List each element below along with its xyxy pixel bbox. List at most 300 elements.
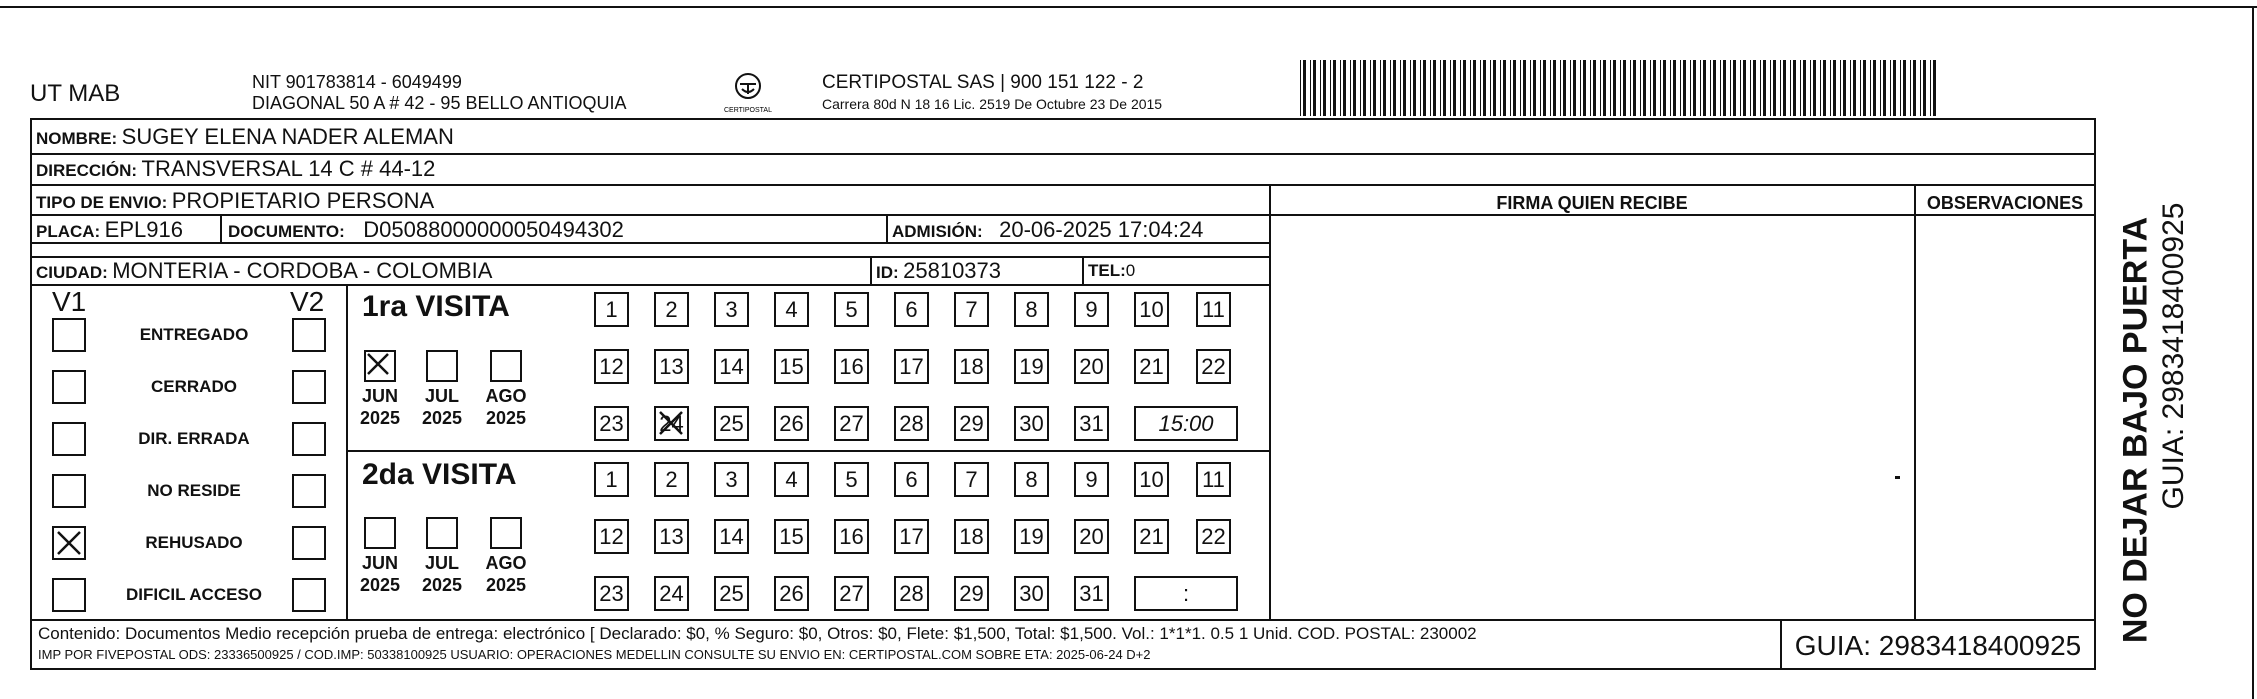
month-name: AGO	[485, 386, 527, 406]
barcode-bar	[1843, 60, 1846, 116]
certipostal-logo	[718, 70, 778, 116]
barcode-bar	[1700, 60, 1701, 116]
barcode-bar	[1910, 60, 1911, 116]
day-box[interactable]	[1014, 406, 1049, 441]
day-box[interactable]	[954, 349, 989, 384]
barcode-bar	[1730, 60, 1731, 116]
ciudad-value: MONTERIA - CORDOBA - COLOMBIA	[112, 258, 493, 283]
sender-code: UT MAB	[30, 80, 121, 107]
day-number: 28	[899, 410, 924, 436]
month-checkbox[interactable]	[364, 350, 396, 382]
day-box[interactable]	[894, 462, 929, 497]
barcode-bar	[1870, 60, 1871, 116]
day-box[interactable]	[1074, 519, 1109, 554]
day-box[interactable]	[894, 576, 929, 611]
barcode-bar	[1850, 60, 1851, 116]
day-box[interactable]	[1014, 462, 1049, 497]
barcode-bar	[1463, 60, 1466, 116]
day-box[interactable]	[594, 292, 629, 327]
barcode-bar	[1400, 60, 1401, 116]
day-box[interactable]	[654, 292, 689, 327]
day-box[interactable]	[954, 406, 989, 441]
day-box[interactable]	[834, 406, 869, 441]
barcode-bar	[1653, 60, 1656, 116]
placa-label: PLACA:	[36, 222, 101, 241]
barcode-bar	[1370, 60, 1371, 116]
day-box[interactable]	[834, 349, 869, 384]
barcode-bar	[1580, 60, 1581, 116]
day-box[interactable]	[1014, 349, 1049, 384]
day-box[interactable]	[894, 349, 929, 384]
month-year: 2025	[421, 575, 463, 595]
barcode-bar	[1313, 60, 1316, 116]
barcode-bar	[1720, 60, 1721, 116]
barcode-bar	[1590, 60, 1591, 116]
day-box[interactable]	[894, 519, 929, 554]
barcode-bar	[1410, 60, 1411, 116]
day-box[interactable]	[894, 292, 929, 327]
barcode-bar	[1660, 60, 1661, 116]
v2-checkbox[interactable]	[292, 578, 326, 612]
barcode-bar	[1703, 60, 1706, 116]
day-number: 4	[785, 466, 798, 492]
barcode-bar	[1650, 60, 1651, 116]
day-number: 19	[1019, 523, 1044, 549]
day-box[interactable]	[1074, 406, 1109, 441]
barcode-bar	[1723, 60, 1726, 116]
day-box[interactable]	[1014, 519, 1049, 554]
day-number: 8	[1025, 466, 1038, 492]
barcode-bar	[1360, 60, 1361, 116]
day-number: 27	[839, 580, 864, 606]
barcode-bar	[1420, 60, 1421, 116]
direccion-value: TRANSVERSAL 14 C # 44-12	[141, 156, 436, 181]
barcode-bar	[1343, 60, 1346, 116]
barcode-bar	[1923, 60, 1926, 116]
day-number: 26	[779, 410, 804, 436]
top-border	[0, 6, 2257, 8]
day-number: 14	[719, 353, 744, 379]
day-number: 24	[659, 580, 684, 606]
barcode-bar	[1793, 60, 1796, 116]
day-number: 25	[719, 580, 744, 606]
firma-quien-recibe-header: FIRMA QUIEN RECIBE	[1496, 193, 1688, 213]
admision-value: 20-06-2025 17:04:24	[999, 217, 1204, 242]
tipo-envio-label: TIPO DE ENVIO:	[36, 193, 168, 212]
day-box[interactable]	[1134, 519, 1169, 554]
day-box[interactable]	[774, 519, 809, 554]
day-box[interactable]	[1074, 576, 1109, 611]
barcode-bar	[1340, 60, 1341, 116]
table-frame-right	[2094, 118, 2096, 670]
status-label: NO RESIDE	[147, 481, 241, 500]
day-box[interactable]	[714, 576, 749, 611]
day-box[interactable]	[1074, 349, 1109, 384]
day-box[interactable]	[654, 576, 689, 611]
month-name: JUL	[424, 386, 459, 406]
day-box[interactable]	[894, 406, 929, 441]
day-number: 23	[599, 410, 624, 436]
barcode	[1300, 60, 1940, 116]
day-box[interactable]	[594, 349, 629, 384]
day-number: 13	[659, 523, 684, 549]
barcode-bar	[1930, 60, 1931, 116]
day-box[interactable]	[834, 462, 869, 497]
barcode-bar	[1453, 60, 1456, 116]
right-border	[2252, 6, 2254, 699]
month-year: 2025	[421, 408, 463, 428]
x-mark-icon	[658, 410, 684, 436]
barcode-bar	[1630, 60, 1631, 116]
barcode-bar	[1883, 60, 1886, 116]
barcode-bar	[1530, 60, 1531, 116]
day-number: 11	[1202, 296, 1225, 322]
company-license: Carrera 80d N 18 16 Lic. 2519 De Octubre 23 De 2015	[822, 96, 1163, 112]
barcode-bar	[1873, 60, 1876, 116]
day-box[interactable]	[774, 349, 809, 384]
day-box[interactable]	[1014, 576, 1049, 611]
table-frame-top	[30, 118, 2096, 120]
day-box[interactable]	[654, 406, 689, 441]
barcode-bar	[1303, 60, 1306, 116]
day-box[interactable]	[774, 292, 809, 327]
barcode-bar	[1613, 60, 1616, 116]
id-value: 25810373	[903, 258, 1002, 283]
day-box[interactable]	[1014, 292, 1049, 327]
barcode-bar	[1913, 60, 1916, 116]
day-number: 1	[605, 466, 618, 492]
barcode-bar	[1510, 60, 1511, 116]
signature-area[interactable]	[1272, 216, 1913, 618]
barcode-bar	[1483, 60, 1486, 116]
barcode-bar	[1623, 60, 1626, 116]
day-number: 21	[1139, 353, 1164, 379]
day-number: 16	[839, 523, 864, 549]
day-number: 12	[599, 523, 624, 549]
month-year: 2025	[485, 408, 527, 428]
side-warning: NO DEJAR BAJO PUERTA	[2116, 216, 2155, 644]
v1-label: V1	[52, 286, 87, 317]
barcode-bar	[1743, 60, 1746, 116]
month-checkbox[interactable]	[426, 517, 458, 549]
day-number: 5	[845, 296, 858, 322]
barcode-bar	[1353, 60, 1356, 116]
sender-address: DIAGONAL 50 A # 42 - 95 BELLO ANTIOQUIA	[252, 93, 627, 113]
sender-nit: NIT 901783814 - 6049499	[252, 72, 462, 92]
tipo-envio-value: PROPIETARIO PERSONA	[171, 188, 435, 213]
month-year: 2025	[359, 408, 401, 428]
day-number: 16	[839, 353, 864, 379]
barcode-bar	[1513, 60, 1516, 116]
day-number: 17	[899, 353, 924, 379]
day-number: 31	[1079, 410, 1104, 436]
visit-time-box[interactable]: :	[1134, 576, 1238, 611]
barcode-bar	[1563, 60, 1566, 116]
barcode-bar	[1800, 60, 1801, 116]
v1-checkbox[interactable]	[52, 318, 86, 352]
nombre-row	[36, 124, 454, 150]
barcode-bar	[1863, 60, 1866, 116]
day-box[interactable]	[954, 462, 989, 497]
month-name: JUN	[361, 553, 398, 573]
day-number: 9	[1085, 466, 1098, 492]
day-number: 7	[965, 466, 978, 492]
month-year: 2025	[359, 575, 401, 595]
barcode-bar	[1573, 60, 1576, 116]
day-box[interactable]	[714, 292, 749, 327]
day-number: 14	[719, 523, 744, 549]
day-number: 6	[905, 466, 918, 492]
day-box[interactable]	[1196, 519, 1231, 554]
barcode-bar	[1643, 60, 1646, 116]
barcode-bar	[1540, 60, 1541, 116]
visit-time-box[interactable]: 15:00	[1134, 406, 1238, 441]
day-number: 10	[1139, 296, 1164, 322]
day-number: 1	[605, 296, 618, 322]
day-box[interactable]	[1196, 292, 1231, 327]
barcode-bar	[1363, 60, 1366, 116]
v2-checkbox[interactable]	[292, 526, 326, 560]
day-number: 5	[845, 466, 858, 492]
barcode-bar	[1773, 60, 1776, 116]
barcode-bar	[1710, 60, 1711, 116]
day-box[interactable]	[1196, 349, 1231, 384]
v2-checkbox[interactable]	[292, 474, 326, 508]
day-number: 15	[779, 523, 804, 549]
day-number: 30	[1019, 580, 1044, 606]
barcode-bar	[1790, 60, 1791, 116]
day-box[interactable]	[954, 292, 989, 327]
barcode-bar	[1853, 60, 1856, 116]
barcode-bar	[1893, 60, 1896, 116]
barcode-bar	[1430, 60, 1431, 116]
observaciones-header: OBSERVACIONES	[1926, 193, 2084, 213]
barcode-bar	[1663, 60, 1666, 116]
barcode-bar	[1593, 60, 1596, 116]
day-number: 22	[1201, 353, 1226, 379]
barcode-bar	[1560, 60, 1561, 116]
barcode-bar	[1450, 60, 1451, 116]
month-checkbox[interactable]	[426, 350, 458, 382]
barcode-bar	[1600, 60, 1601, 116]
day-box[interactable]	[1196, 462, 1231, 497]
barcode-bar	[1783, 60, 1786, 116]
day-box[interactable]	[714, 349, 749, 384]
day-number: 4	[785, 296, 798, 322]
day-box[interactable]	[594, 576, 629, 611]
month-name: AGO	[485, 553, 527, 573]
day-box[interactable]	[1134, 462, 1169, 497]
barcode-bar	[1603, 60, 1606, 116]
barcode-bar	[1403, 60, 1406, 116]
day-number: 2	[665, 466, 678, 492]
day-box[interactable]	[594, 406, 629, 441]
month-name: JUL	[424, 553, 459, 573]
barcode-bar	[1300, 60, 1301, 116]
barcode-bar	[1670, 60, 1671, 116]
x-mark-icon	[56, 530, 82, 556]
day-number: 2	[665, 296, 678, 322]
barcode-bar	[1900, 60, 1901, 116]
day-box[interactable]	[714, 462, 749, 497]
day-box[interactable]	[1074, 292, 1109, 327]
barcode-bar	[1813, 60, 1816, 116]
tel-value: 0	[1125, 261, 1136, 280]
barcode-bar	[1390, 60, 1391, 116]
barcode-bar	[1733, 60, 1736, 116]
day-box[interactable]	[954, 576, 989, 611]
barcode-bar	[1553, 60, 1556, 116]
direccion-label: DIRECCIÓN:	[36, 161, 138, 180]
barcode-bar	[1880, 60, 1881, 116]
barcode-bar	[1383, 60, 1386, 116]
day-number: 10	[1139, 466, 1164, 492]
day-box[interactable]	[594, 462, 629, 497]
barcode-bar	[1533, 60, 1536, 116]
barcode-bar	[1373, 60, 1376, 116]
day-box[interactable]	[774, 576, 809, 611]
footer-contenido: Contenido: Documentos Medio recepción prueba de entrega: electrónico [ Declarado: $0, % Seguro: $0, Otros: $0, Flete: $1,500, Total: $1,500. Vol.: 1*1*1. 0.5 1 Unid. COD. POSTAL: 230002	[38, 624, 1477, 643]
day-number: 18	[959, 353, 984, 379]
barcode-bar	[1713, 60, 1716, 116]
barcode-bar	[1860, 60, 1861, 116]
day-number: 9	[1085, 296, 1098, 322]
day-number: 17	[899, 523, 924, 549]
barcode-bar	[1380, 60, 1381, 116]
v1-checkbox[interactable]	[52, 526, 86, 560]
barcode-bar	[1693, 60, 1696, 116]
day-number: 29	[959, 580, 984, 606]
observaciones-area[interactable]	[1917, 216, 2093, 618]
day-number: 26	[779, 580, 804, 606]
barcode-bar	[1493, 60, 1496, 116]
v2-checkbox[interactable]	[292, 422, 326, 456]
barcode-bar	[1583, 60, 1586, 116]
first-visit-title: 1ra VISITA	[362, 290, 510, 323]
day-number: 30	[1019, 410, 1044, 436]
barcode-bar	[1460, 60, 1461, 116]
v1-checkbox[interactable]	[52, 370, 86, 404]
day-box[interactable]	[714, 519, 749, 554]
day-box[interactable]	[1134, 349, 1169, 384]
barcode-bar	[1760, 60, 1761, 116]
barcode-bar	[1333, 60, 1336, 116]
day-box[interactable]	[594, 519, 629, 554]
day-box[interactable]	[654, 462, 689, 497]
day-number: 20	[1079, 523, 1104, 549]
day-number: 8	[1025, 296, 1038, 322]
day-number: 15	[779, 353, 804, 379]
day-number: 6	[905, 296, 918, 322]
admision-field	[892, 217, 1203, 243]
day-box[interactable]	[654, 349, 689, 384]
footer-impresion: IMP POR FIVEPOSTAL ODS: 23336500925 / COD.IMP: 50338100925 USUARIO: OPERACIONES MEDELLIN CONSULTE SU ENVIO EN: CERTIPOSTAL.COM SOBRE ETA: 2025-06-24 D+2	[38, 647, 1151, 662]
v2-checkbox[interactable]	[292, 318, 326, 352]
month-checkbox[interactable]	[490, 517, 522, 549]
admision-label: ADMISIÓN:	[892, 222, 983, 241]
documento-field	[228, 217, 624, 243]
barcode-bar	[1833, 60, 1836, 116]
barcode-bar	[1903, 60, 1906, 116]
day-box[interactable]	[654, 519, 689, 554]
nombre-value: SUGEY ELENA NADER ALEMAN	[121, 124, 454, 149]
barcode-bar	[1480, 60, 1481, 116]
barcode-bar	[1490, 60, 1491, 116]
day-number: 11	[1202, 466, 1225, 492]
barcode-bar	[1433, 60, 1436, 116]
barcode-bar	[1753, 60, 1756, 116]
barcode-bar	[1350, 60, 1351, 116]
footer-guia-box: GUIA: 2983418400925	[1794, 630, 2082, 661]
day-number: 18	[959, 523, 984, 549]
day-number: 31	[1079, 580, 1104, 606]
barcode-bar	[1500, 60, 1501, 116]
day-box[interactable]	[954, 519, 989, 554]
barcode-bar	[1393, 60, 1396, 116]
day-number: 21	[1139, 523, 1164, 549]
day-box[interactable]	[714, 406, 749, 441]
ciudad-field	[36, 258, 492, 284]
day-box[interactable]	[834, 519, 869, 554]
x-mark-icon	[366, 352, 390, 376]
ciudad-label: CIUDAD:	[36, 263, 108, 282]
day-number: 7	[965, 296, 978, 322]
day-box[interactable]	[834, 292, 869, 327]
barcode-bar	[1810, 60, 1811, 116]
tel-label: TEL:	[1088, 261, 1126, 280]
month-year: 2025	[485, 575, 527, 595]
table-frame-bottom	[30, 668, 2096, 670]
barcode-bar	[1620, 60, 1621, 116]
barcode-bar	[1550, 60, 1551, 116]
barcode-bar	[1750, 60, 1751, 116]
month-checkbox[interactable]	[490, 350, 522, 382]
day-number: 12	[599, 353, 624, 379]
placa-value: EPL916	[104, 217, 183, 242]
barcode-bar	[1310, 60, 1311, 116]
barcode-bar	[1470, 60, 1471, 116]
v1-checkbox[interactable]	[52, 474, 86, 508]
barcode-bar	[1780, 60, 1781, 116]
day-box[interactable]	[1134, 292, 1169, 327]
day-number: 22	[1201, 523, 1226, 549]
v2-checkbox[interactable]	[292, 370, 326, 404]
barcode-bar	[1770, 60, 1771, 116]
barcode-bar	[1820, 60, 1821, 116]
side-guia: GUIA: 2983418400925	[2157, 202, 2190, 510]
day-box[interactable]	[774, 462, 809, 497]
barcode-bar	[1520, 60, 1521, 116]
day-box[interactable]	[834, 576, 869, 611]
status-label: DIR. ERRADA	[138, 429, 250, 448]
day-number: 25	[719, 410, 744, 436]
status-label: ENTREGADO	[139, 325, 249, 344]
month-name: JUN	[361, 386, 398, 406]
documento-label: DOCUMENTO:	[228, 222, 345, 241]
barcode-bar	[1763, 60, 1766, 116]
month-checkbox[interactable]	[364, 517, 396, 549]
barcode-bar	[1330, 60, 1331, 116]
barcode-bar	[1473, 60, 1476, 116]
v1-checkbox[interactable]	[52, 578, 86, 612]
barcode-bar	[1423, 60, 1426, 116]
barcode-bar	[1543, 60, 1546, 116]
day-box[interactable]	[774, 406, 809, 441]
v2-label: V2	[290, 286, 325, 317]
barcode-bar	[1680, 60, 1681, 116]
v1-checkbox[interactable]	[52, 422, 86, 456]
day-box[interactable]	[1074, 462, 1109, 497]
